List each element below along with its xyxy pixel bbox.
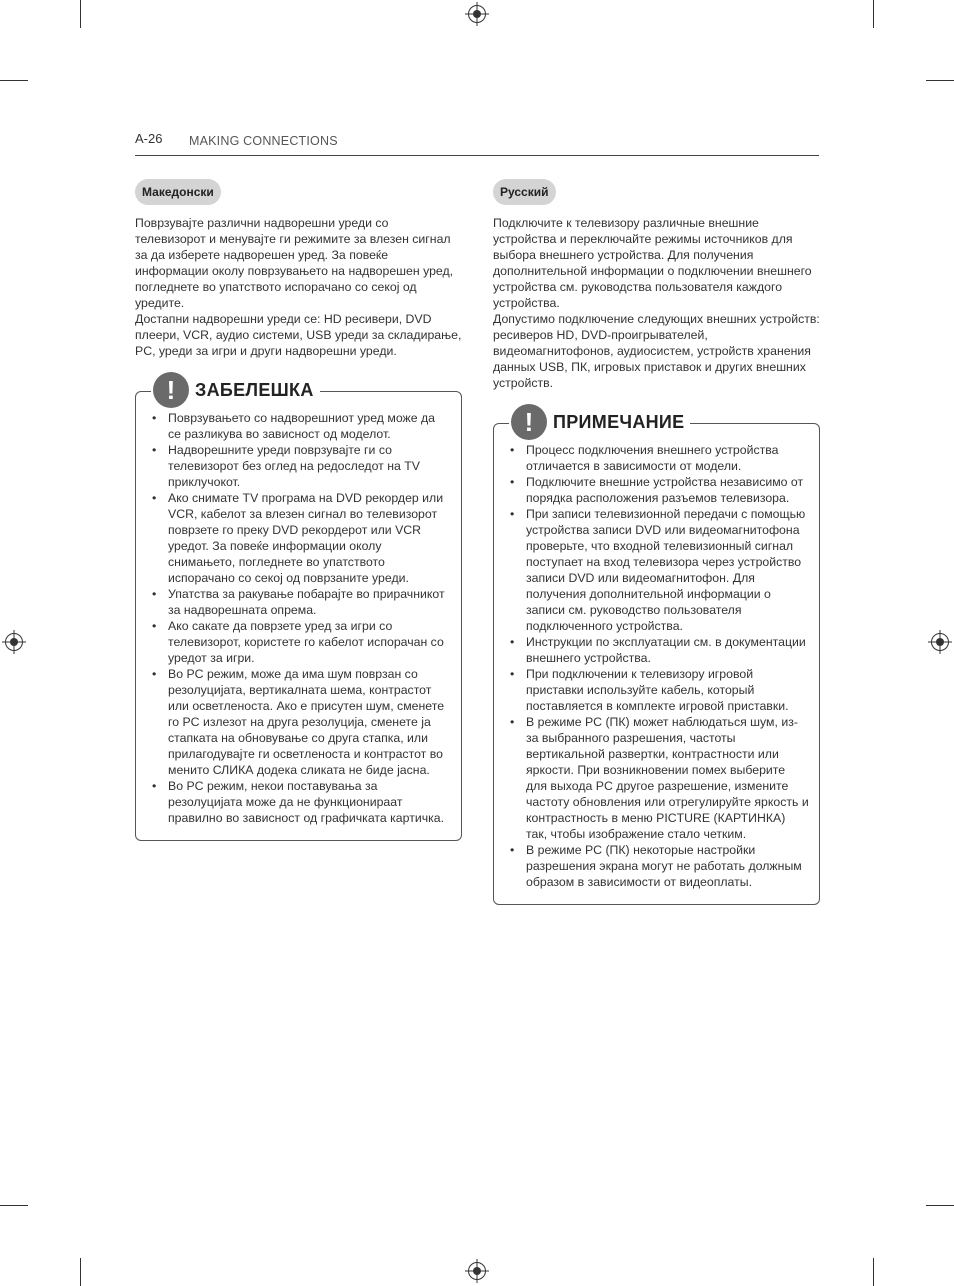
note-item: • Ако сакате да поврзете уред за игри со телевизорот, користете го кабелот испорачан со уредот за игри.: [146, 618, 451, 666]
note-item: • При подключении к телевизору игровой приставки используйте кабель, который поставляется в комплекте игровой приставки.: [504, 666, 809, 714]
registration-mark-icon: [5, 633, 23, 651]
note-box: [135, 375, 462, 841]
section-title: MAKING CONNECTIONS: [189, 134, 338, 148]
note-box: [493, 407, 820, 905]
note-item: • Подключите внешние устройства независимо от порядка расположения разъемов телевизора.: [504, 474, 809, 506]
note-item: • В режиме PC (ПК) может наблюдаться шум, из-за выбранного разрешения, частоты вертикальной развертки, контрастности или яркости. При возникновении помех выберите для выхода PC другое разрешение, измените частоту обновления или отрегулируйте яркость и контрастность в меню PICTURE (КАРТИНКА) так, чтобы изображение стало четким.: [504, 714, 809, 842]
note-title: ЗАБЕЛЕШКА: [195, 379, 314, 400]
registration-mark-icon: [931, 633, 949, 651]
registration-mark-icon: [468, 5, 486, 23]
note-item: • Упатства за ракување побарајте во прирачникот за надворешната опрема.: [146, 586, 451, 618]
note-list: [146, 410, 451, 826]
crop-mark: [926, 1205, 954, 1206]
intro-paragraph: Поврзувајте различни надворешни уреди со телевизорот и менувајте ги режимите за влезен сигнал за да изберете надворешен уред. За повеќе информации околу поврзувањето на надворешен уред, погледнете во упатството испорачано со секој од уредите.: [135, 216, 454, 310]
note-header: [509, 404, 690, 440]
intro-text: [493, 215, 820, 391]
crop-mark: [0, 1205, 28, 1206]
note-header: [151, 372, 320, 408]
crop-mark: [80, 0, 81, 28]
intro-paragraph: Достапни надворешни уреди се: HD ресивери, DVD плеери, VCR, аудио системи, USB уреди за складирање, PC, уреди за игри и други надворешни уреди.: [135, 312, 462, 358]
intro-text: [135, 215, 462, 359]
language-tag-russian: Русский: [493, 179, 556, 205]
exclamation-icon: !: [511, 404, 547, 440]
registration-mark-icon: [468, 1262, 486, 1280]
note-list: [504, 442, 809, 890]
crop-mark: [0, 80, 28, 81]
note-item: • Поврзувањето со надворешниот уред може да се разликува во зависност од моделот.: [146, 410, 451, 442]
note-item: • Во PC режим, може да има шум поврзан со резолуцијата, вертикалната шема, контрастот или осветленоста. Ако е присутен шум, сменете го PC излезот на друга резолуција, сменете ја стапката на обновување со друга стапка, или прилагодувајте ги осветленоста и контрастот во менито СЛИКА додека сликата не биде јасна.: [146, 666, 451, 778]
note-item: • При записи телевизионной передачи с помощью устройства записи DVD или видеомагнитофона проверьте, что входной телевизионный сигнал поступает на вход телевизора через устройство записи DVD или видеомагнитофон. Для получения дополнительной информации о записи см. руководство пользователя подключенного устройства.: [504, 506, 809, 634]
note-item: • Ако снимате TV програма на DVD рекордер или VCR, кабелот за влезен сигнал во телевизорот поврзете го преку DVD рекордерот или VCR уредот. За повеќе информации околу снимањето, погледнете во упатството испорачано со секој од поврзаните уреди.: [146, 490, 451, 586]
note-item: • Во PC режим, некои поставувања за резолуцијата може да не функционираат правилно во зависност од графичката картичка.: [146, 778, 451, 826]
intro-paragraph: Подключите к телевизору различные внешние устройства и переключайте режимы источников для выбора внешнего устройства. Для получения дополнительной информации о подключении внешнего устройства см. руководства пользователя каждого устройства.: [493, 216, 812, 310]
crop-mark: [926, 80, 954, 81]
language-tag-macedonian: Македонски: [135, 179, 221, 205]
crop-mark: [873, 1258, 874, 1286]
crop-mark: [873, 0, 874, 28]
russian-column: [493, 179, 820, 905]
note-title: ПРИМЕЧАНИЕ: [553, 411, 685, 432]
crop-mark: [80, 1258, 81, 1286]
note-item: • Процесс подключения внешнего устройства отличается в зависимости от модели.: [504, 442, 809, 474]
header-rule: [135, 155, 819, 156]
note-item: • В режиме PC (ПК) некоторые настройки разрешения экрана могут не работать должным образом в зависимости от видеоплаты.: [504, 842, 809, 890]
page-number: A-26: [135, 131, 163, 146]
exclamation-icon: !: [153, 372, 189, 408]
note-item: • Надворешните уреди поврзувајте ги со телевизорот без оглед на редоследот на TV приклучокот.: [146, 442, 451, 490]
intro-paragraph: Допустимо подключение следующих внешних устройств: ресиверов HD, DVD-проигрывателей, видеомагнитофонов, аудиосистем, устройств хранения данных USB, ПК, игровых приставок и других внешних устройств.: [493, 312, 820, 390]
note-item: • Инструкции по эксплуатации см. в документации внешнего устройства.: [504, 634, 809, 666]
macedonian-column: [135, 179, 462, 841]
